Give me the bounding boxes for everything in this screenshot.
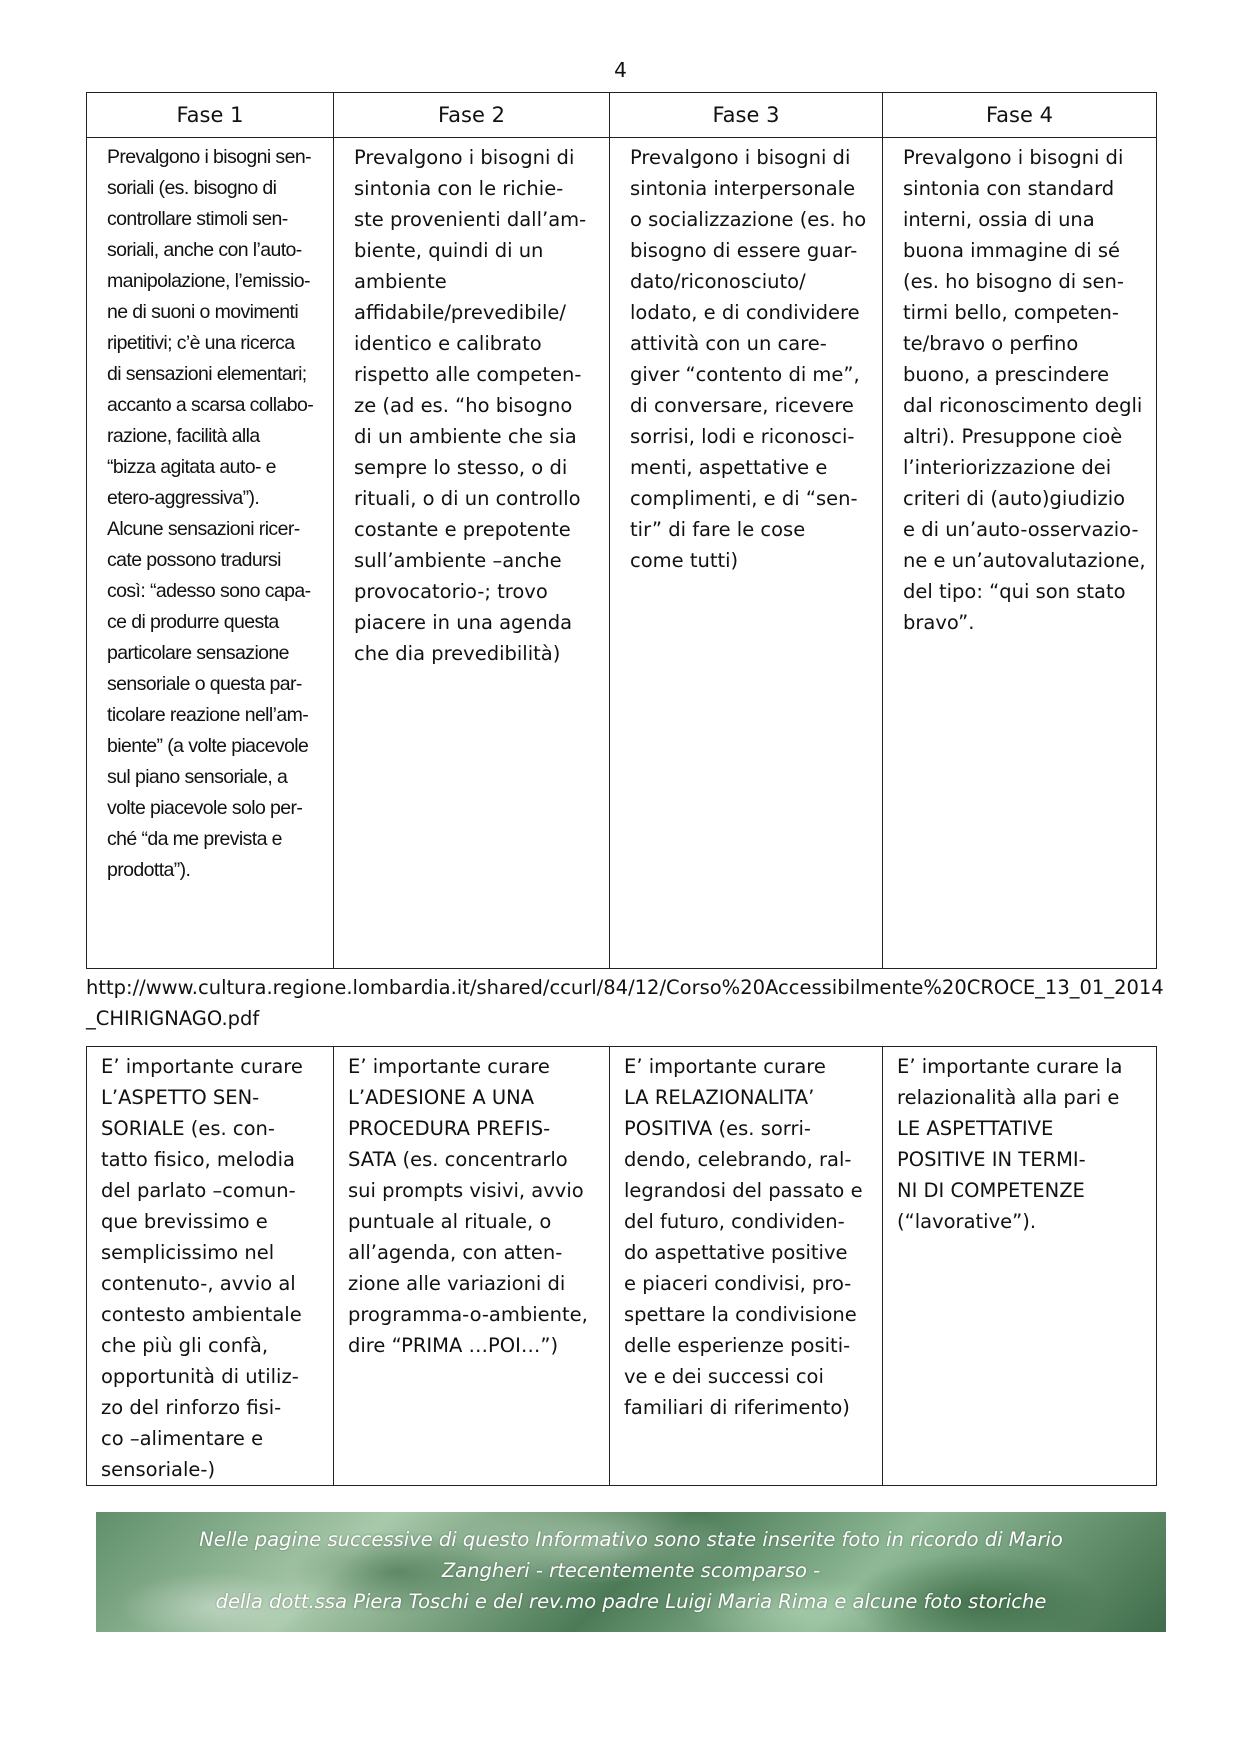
care-2-cell: [334, 1047, 610, 1486]
page-number: 4: [614, 58, 627, 82]
care-1-cell: [87, 1047, 334, 1486]
fase-2-text: Prevalgono i bisogni di sintonia con le richie- ste provenienti dall’am- biente, quindi di un ambiente affidabile/prevedibile/ identico e calibrato rispetto alle competen- ze (ad es. “ho bisogno di un ambiente che sia sempre lo stesso, o di rituali, o di un controllo costante e prepotente sull’ambiente –anche provocatorio-; trovo piacere in una agenda che dia prevedibilità): [354, 146, 587, 665]
header-fase-2: Fase 2: [334, 93, 610, 138]
care-3-text: E’ importante curare LA RELAZIONALITA’ POSITIVA (es. sorri- dendo, celebrando, ral- legrandosi del passato e del futuro, condividen- do aspettative positive e piaceri condivisi, pro- spettare la condivisione delle esperienze positi- ve e dei successi coi familiari di riferimento): [624, 1055, 863, 1419]
source-url[interactable]: http://www.cultura.regione.lombardia.it/shared/ccurl/84/12/Corso%20Accessibilmente%20CROCE_13_01_2014_CHIRIGNAGO.pdf: [86, 976, 1164, 1030]
care-1-text: E’ importante curare L’ASPETTO SEN- SORIALE (es. con- tatto fisico, melodia del parlato –comun- que brevissimo e semplicissimo nel contenuto-, avvio al contesto ambientale che più gli confà, opportunità di utiliz- zo del rinforzo fisi- co –alimentare e sensoriale-): [101, 1055, 303, 1481]
care-table: [86, 1046, 1157, 1486]
banner-text: Nelle pagine successive di questo Informativo sono state inserite foto in ricordo di Mario Zangheri - rtecentemente scomparso - della dott.ssa Piera Toschi e del rev.mo padre Luigi Maria Rima e alcune foto storiche: [199, 1528, 1063, 1613]
care-3-cell: [610, 1047, 883, 1486]
care-2-text: E’ importante curare L’ADESIONE A UNA PROCEDURA PREFIS- SATA (es. concentrarlo sui prompts visivi, avvio puntuale al rituale, o all’agenda, con atten- zione alle variazioni di programma-o-ambiente, dire “PRIMA …POI…”): [348, 1055, 588, 1357]
phases-table: [86, 92, 1157, 969]
header-fase-1: Fase 1: [87, 93, 334, 138]
care-row: [87, 1047, 1157, 1486]
header-fase-4: Fase 4: [883, 93, 1157, 138]
fase-2-cell: [334, 138, 610, 969]
header-fase-3: Fase 3: [610, 93, 883, 138]
leaf-banner: [96, 1512, 1166, 1632]
care-4-text: E’ importante curare la relazionalità alla pari e LE ASPETTATIVE POSITIVE IN TERMI- NI DI COMPETENZE (“lavorative”).: [897, 1055, 1123, 1233]
phases-header-row: [87, 93, 1157, 138]
fase-3-cell: [610, 138, 883, 969]
fase-4-cell: [883, 138, 1157, 969]
care-4-cell: [883, 1047, 1157, 1486]
phases-needs-row: [87, 138, 1157, 969]
fase-4-text: Prevalgono i bisogni di sintonia con standard interni, ossia di una buona immagine di sé (es. ho bisogno di sen- tirmi bello, competen- te/bravo o perfino buono, a prescindere dal riconoscimento degli altri). Presuppone cioè l’interiorizzazione dei criteri di (auto)giudizio e di un’auto-osservazio- ne e un’autovalutazione, del tipo: “qui son stato bravo”.: [903, 146, 1146, 634]
fase-3-text: Prevalgono i bisogni di sintonia interpersonale o socializzazione (es. ho bisogno di essere guar- dato/riconosciuto/ lodato, e di condividere attività con un care- giver “contento di me”, di conversare, ricevere sorrisi, lodi e riconosci- menti, aspettative e complimenti, e di “sen- tir” di fare le cose come tutti): [630, 146, 867, 572]
fase-1-cell: [87, 138, 334, 969]
fase-1-text: Prevalgono i bisogni sen- soriali (es. bisogno di controllare stimoli sen- soriali, anche con l’auto- manipolazione, l’emissio- ne di suoni o movimenti ripetitivi; c’è una ricerca di sensazioni elementari; accanto a scarsa collabo- razione, facilità alla “bizza agitata auto- e etero-aggressiva”). Alcune sensazioni ricer- cate possono tradursi così: “adesso sono capa- ce di produrre questa particolare sensazione sensoriale o questa par- ticolare reazione nell’am- biente” (a volte piacevole sul piano sensoriale, a volte piacevole solo per- ché “da me prevista e prodotta”).: [107, 146, 314, 881]
